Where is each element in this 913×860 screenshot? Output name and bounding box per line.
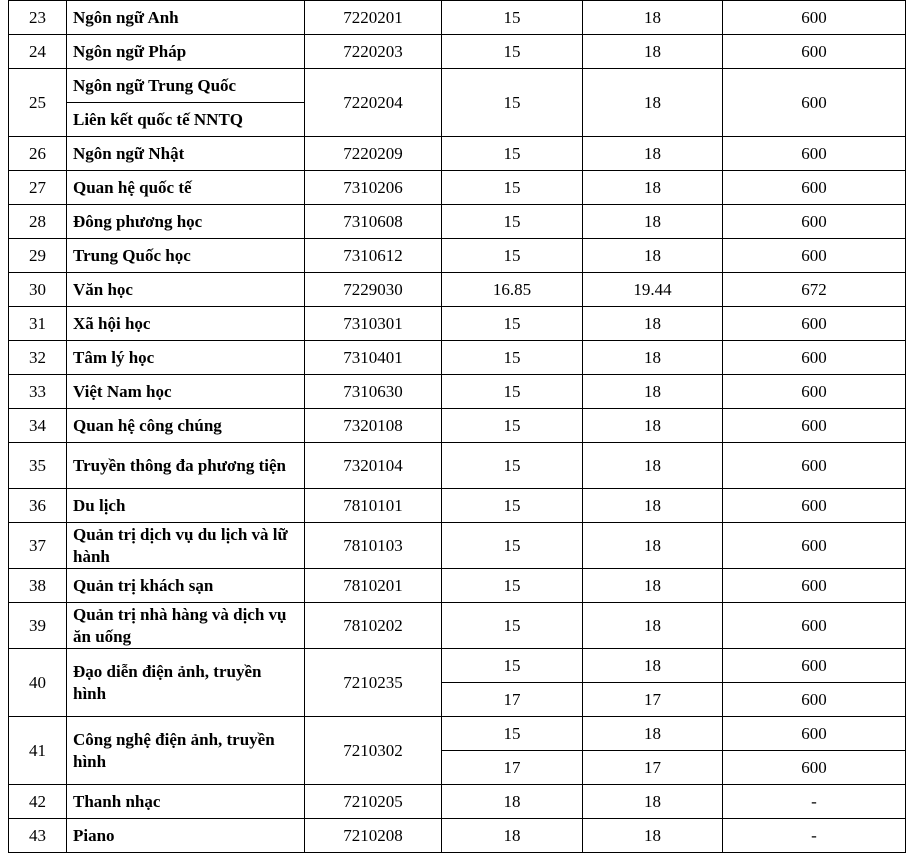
- table-row: [9, 569, 906, 603]
- row-number: 40: [9, 649, 67, 717]
- score-b: 18: [583, 1, 723, 35]
- row-number: 25: [9, 69, 67, 137]
- major-name: Đạo diễn điện ảnh, truyền hình: [67, 649, 305, 717]
- major-code: 7220209: [305, 137, 442, 171]
- score-c: 672: [723, 273, 906, 307]
- major-name: Công nghệ điện ảnh, truyền hình: [67, 717, 305, 785]
- row-number: 27: [9, 171, 67, 205]
- score-c: 600: [723, 137, 906, 171]
- major-code: 7320104: [305, 443, 442, 489]
- score-b: 18: [583, 35, 723, 69]
- row-number: 37: [9, 523, 67, 569]
- score-c: 600: [723, 205, 906, 239]
- row-number: 32: [9, 341, 67, 375]
- score-b: 18: [583, 239, 723, 273]
- major-name: Du lịch: [67, 489, 305, 523]
- major-code: 7810103: [305, 523, 442, 569]
- score-c: 600: [723, 717, 906, 751]
- major-code: 7210302: [305, 717, 442, 785]
- score-a: 15: [442, 603, 583, 649]
- score-c: 600: [723, 569, 906, 603]
- score-b: 18: [583, 819, 723, 853]
- row-number: 34: [9, 409, 67, 443]
- score-c: 600: [723, 751, 906, 785]
- score-a: 18: [442, 819, 583, 853]
- major-name: Quản trị nhà hàng và dịch vụ ăn uống: [67, 603, 305, 649]
- row-number: 38: [9, 569, 67, 603]
- row-number: 23: [9, 1, 67, 35]
- score-a: 17: [442, 751, 583, 785]
- admission-score-table: [8, 0, 906, 853]
- table-row: [9, 785, 906, 819]
- score-a: 15: [442, 35, 583, 69]
- table-row: [9, 171, 906, 205]
- major-code: 7210205: [305, 785, 442, 819]
- score-a: 15: [442, 489, 583, 523]
- major-name: Đông phương học: [67, 205, 305, 239]
- major-code: 7310612: [305, 239, 442, 273]
- score-a: 15: [442, 375, 583, 409]
- table-row: [9, 307, 906, 341]
- row-number: 35: [9, 443, 67, 489]
- row-number: 24: [9, 35, 67, 69]
- score-b: 18: [583, 409, 723, 443]
- score-c: 600: [723, 489, 906, 523]
- score-b: 18: [583, 69, 723, 137]
- score-b: 18: [583, 603, 723, 649]
- score-b: 17: [583, 683, 723, 717]
- table-row: [9, 35, 906, 69]
- major-name: Việt Nam học: [67, 375, 305, 409]
- row-number: 31: [9, 307, 67, 341]
- table-row: [9, 603, 906, 649]
- score-a: 17: [442, 683, 583, 717]
- major-code: 7210235: [305, 649, 442, 717]
- score-a: 15: [442, 1, 583, 35]
- score-a: 15: [442, 307, 583, 341]
- major-code: 7310206: [305, 171, 442, 205]
- major-code: 7810202: [305, 603, 442, 649]
- row-number: 29: [9, 239, 67, 273]
- score-c: 600: [723, 239, 906, 273]
- major-name: Xã hội học: [67, 307, 305, 341]
- score-a: 15: [442, 649, 583, 683]
- score-a: 16.85: [442, 273, 583, 307]
- table-row: [9, 489, 906, 523]
- major-name: Liên kết quốc tế NNTQ: [67, 103, 305, 137]
- score-a: 15: [442, 443, 583, 489]
- table-row: [9, 239, 906, 273]
- major-code: 7220203: [305, 35, 442, 69]
- score-c: 600: [723, 1, 906, 35]
- table-row: [9, 341, 906, 375]
- score-b: 18: [583, 785, 723, 819]
- score-c: 600: [723, 443, 906, 489]
- major-code: 7310301: [305, 307, 442, 341]
- table-row: [9, 1, 906, 35]
- score-b: 17: [583, 751, 723, 785]
- score-b: 18: [583, 137, 723, 171]
- row-number: 28: [9, 205, 67, 239]
- score-b: 18: [583, 341, 723, 375]
- row-number: 30: [9, 273, 67, 307]
- table-row: [9, 409, 906, 443]
- major-code: 7310401: [305, 341, 442, 375]
- table-row: [9, 205, 906, 239]
- score-a: 15: [442, 341, 583, 375]
- score-b: 18: [583, 489, 723, 523]
- score-c: 600: [723, 307, 906, 341]
- score-c: 600: [723, 69, 906, 137]
- row-number: 39: [9, 603, 67, 649]
- row-number: 33: [9, 375, 67, 409]
- score-a: 15: [442, 205, 583, 239]
- score-a: 15: [442, 717, 583, 751]
- score-a: 15: [442, 137, 583, 171]
- major-code: 7220201: [305, 1, 442, 35]
- score-b: 18: [583, 523, 723, 569]
- score-c: 600: [723, 341, 906, 375]
- major-code: 7229030: [305, 273, 442, 307]
- major-name: Ngôn ngữ Nhật: [67, 137, 305, 171]
- table-row: [9, 523, 906, 569]
- score-a: 15: [442, 171, 583, 205]
- major-code: 7810201: [305, 569, 442, 603]
- major-name: Thanh nhạc: [67, 785, 305, 819]
- major-name: Piano: [67, 819, 305, 853]
- major-code: 7320108: [305, 409, 442, 443]
- score-a: 15: [442, 523, 583, 569]
- major-name: Quản trị dịch vụ du lịch và lữ hành: [67, 523, 305, 569]
- table-row: [9, 273, 906, 307]
- row-number: 41: [9, 717, 67, 785]
- score-c: -: [723, 785, 906, 819]
- major-name: Ngôn ngữ Trung Quốc: [67, 69, 305, 103]
- major-name: Ngôn ngữ Anh: [67, 1, 305, 35]
- score-c: -: [723, 819, 906, 853]
- score-c: 600: [723, 409, 906, 443]
- major-code: 7210208: [305, 819, 442, 853]
- score-b: 18: [583, 205, 723, 239]
- score-a: 15: [442, 69, 583, 137]
- score-b: 19.44: [583, 273, 723, 307]
- score-a: 15: [442, 409, 583, 443]
- score-a: 15: [442, 239, 583, 273]
- score-b: 18: [583, 375, 723, 409]
- score-c: 600: [723, 171, 906, 205]
- score-b: 18: [583, 649, 723, 683]
- major-name: Quản trị khách sạn: [67, 569, 305, 603]
- score-b: 18: [583, 307, 723, 341]
- major-name: Quan hệ công chúng: [67, 409, 305, 443]
- major-name: Truyền thông đa phương tiện: [67, 443, 305, 489]
- table-body: [9, 1, 906, 853]
- score-c: 600: [723, 603, 906, 649]
- table-row: [9, 443, 906, 489]
- score-b: 18: [583, 443, 723, 489]
- score-c: 600: [723, 523, 906, 569]
- major-name: Ngôn ngữ Pháp: [67, 35, 305, 69]
- row-number: 26: [9, 137, 67, 171]
- major-name: Trung Quốc học: [67, 239, 305, 273]
- row-number: 43: [9, 819, 67, 853]
- table-row: [9, 649, 906, 683]
- score-c: 600: [723, 683, 906, 717]
- row-number: 42: [9, 785, 67, 819]
- major-code: 7810101: [305, 489, 442, 523]
- major-name: Văn học: [67, 273, 305, 307]
- score-c: 600: [723, 375, 906, 409]
- table-row: [9, 717, 906, 751]
- score-a: 18: [442, 785, 583, 819]
- major-code: 7220204: [305, 69, 442, 137]
- major-name: Tâm lý học: [67, 341, 305, 375]
- major-name: Quan hệ quốc tế: [67, 171, 305, 205]
- score-b: 18: [583, 171, 723, 205]
- table-row: [9, 819, 906, 853]
- score-b: 18: [583, 717, 723, 751]
- table-row: [9, 137, 906, 171]
- table-row: [9, 375, 906, 409]
- table-row: [9, 69, 906, 103]
- score-c: 600: [723, 649, 906, 683]
- major-code: 7310608: [305, 205, 442, 239]
- score-b: 18: [583, 569, 723, 603]
- score-c: 600: [723, 35, 906, 69]
- score-a: 15: [442, 569, 583, 603]
- major-code: 7310630: [305, 375, 442, 409]
- row-number: 36: [9, 489, 67, 523]
